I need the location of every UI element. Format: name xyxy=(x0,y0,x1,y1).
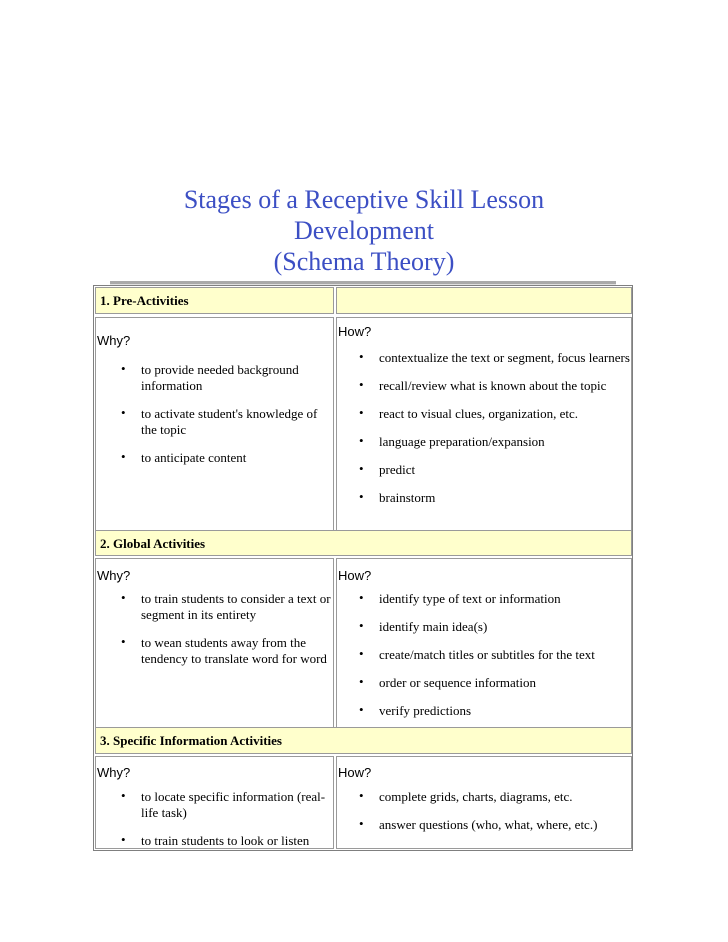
section-1-how-cell xyxy=(336,317,632,533)
bullet-icon: • xyxy=(359,590,364,605)
section-1-header: 1. Pre-Activities xyxy=(100,293,189,308)
list-item: • brainstorm xyxy=(359,489,436,505)
why-label: Why? xyxy=(97,568,131,583)
bullet-icon: • xyxy=(121,788,126,803)
section-2-header-cell xyxy=(95,530,632,556)
bullet-icon: • xyxy=(359,489,364,504)
bullet-icon: • xyxy=(359,646,364,661)
section-3-how-cell xyxy=(336,756,632,849)
section-1-header-cell xyxy=(95,287,334,314)
how-label: How? xyxy=(338,324,372,339)
list-item: • to train students to consider a text or segment in its entirety xyxy=(121,590,331,622)
bullet-icon: • xyxy=(359,377,364,392)
list-item: • to train students to look or listen xyxy=(121,832,310,848)
section-3-header: 3. Specific Information Activities xyxy=(100,733,282,748)
list-item: • order or sequence information xyxy=(359,674,537,690)
list-item: • contextualize the text or segment, focus learners xyxy=(359,349,630,365)
bullet-icon: • xyxy=(359,788,364,803)
bullet-icon: • xyxy=(121,634,126,649)
list-item: • language preparation/expansion xyxy=(359,433,545,449)
list-item: • to provide needed background information xyxy=(121,361,299,393)
list-item: • identify type of text or information xyxy=(359,590,561,606)
list-item: • answer questions (who, what, where, etc.) xyxy=(359,816,598,832)
lesson-stages-table xyxy=(93,285,633,851)
list-item: • react to visual clues, organization, etc. xyxy=(359,405,579,421)
list-item: • to activate student's knowledge of the topic xyxy=(121,405,318,437)
section-2-header: 2. Global Activities xyxy=(100,536,206,551)
list-item: • predict xyxy=(359,461,416,477)
bullet-icon: • xyxy=(359,674,364,689)
bullet-icon: • xyxy=(359,816,364,831)
section-1-why-cell xyxy=(95,317,334,533)
list-item: • complete grids, charts, diagrams, etc. xyxy=(359,788,573,804)
bullet-icon: • xyxy=(121,449,126,464)
section-1-header-blank-cell xyxy=(336,287,632,314)
document-title xyxy=(0,184,728,277)
bullet-icon: • xyxy=(359,618,364,633)
bullet-icon: • xyxy=(359,349,364,364)
list-item: • to locate specific information (real-life task) xyxy=(121,788,326,820)
section-2-why-cell xyxy=(95,558,334,728)
bullet-icon: • xyxy=(121,590,126,605)
bullet-icon: • xyxy=(121,832,126,847)
list-item: • recall/review what is known about the topic xyxy=(359,377,607,393)
section-3-why-cell xyxy=(95,756,334,849)
how-label: How? xyxy=(338,568,372,583)
bullet-icon: • xyxy=(359,461,364,476)
title-line-1: Stages of a Receptive Skill Lesson xyxy=(183,185,545,214)
title-line-3: (Schema Theory) xyxy=(273,247,455,276)
section-2-how-cell xyxy=(336,558,632,728)
bullet-icon: • xyxy=(359,702,364,717)
why-label: Why? xyxy=(97,333,131,348)
bullet-icon: • xyxy=(121,405,126,420)
list-item: • to wean students away from the tendency to translate word for word xyxy=(121,634,327,666)
how-label: How? xyxy=(338,765,372,780)
list-item: • to anticipate content xyxy=(121,449,247,465)
why-label: Why? xyxy=(97,765,131,780)
list-item: • verify predictions xyxy=(359,702,472,718)
list-item: • create/match titles or subtitles for the text xyxy=(359,646,595,662)
bullet-icon: • xyxy=(359,433,364,448)
title-line-2: Development xyxy=(293,216,435,245)
bullet-icon: • xyxy=(359,405,364,420)
bullet-icon: • xyxy=(121,361,126,376)
list-item: • identify main idea(s) xyxy=(359,618,488,634)
section-3-header-cell xyxy=(95,727,632,754)
